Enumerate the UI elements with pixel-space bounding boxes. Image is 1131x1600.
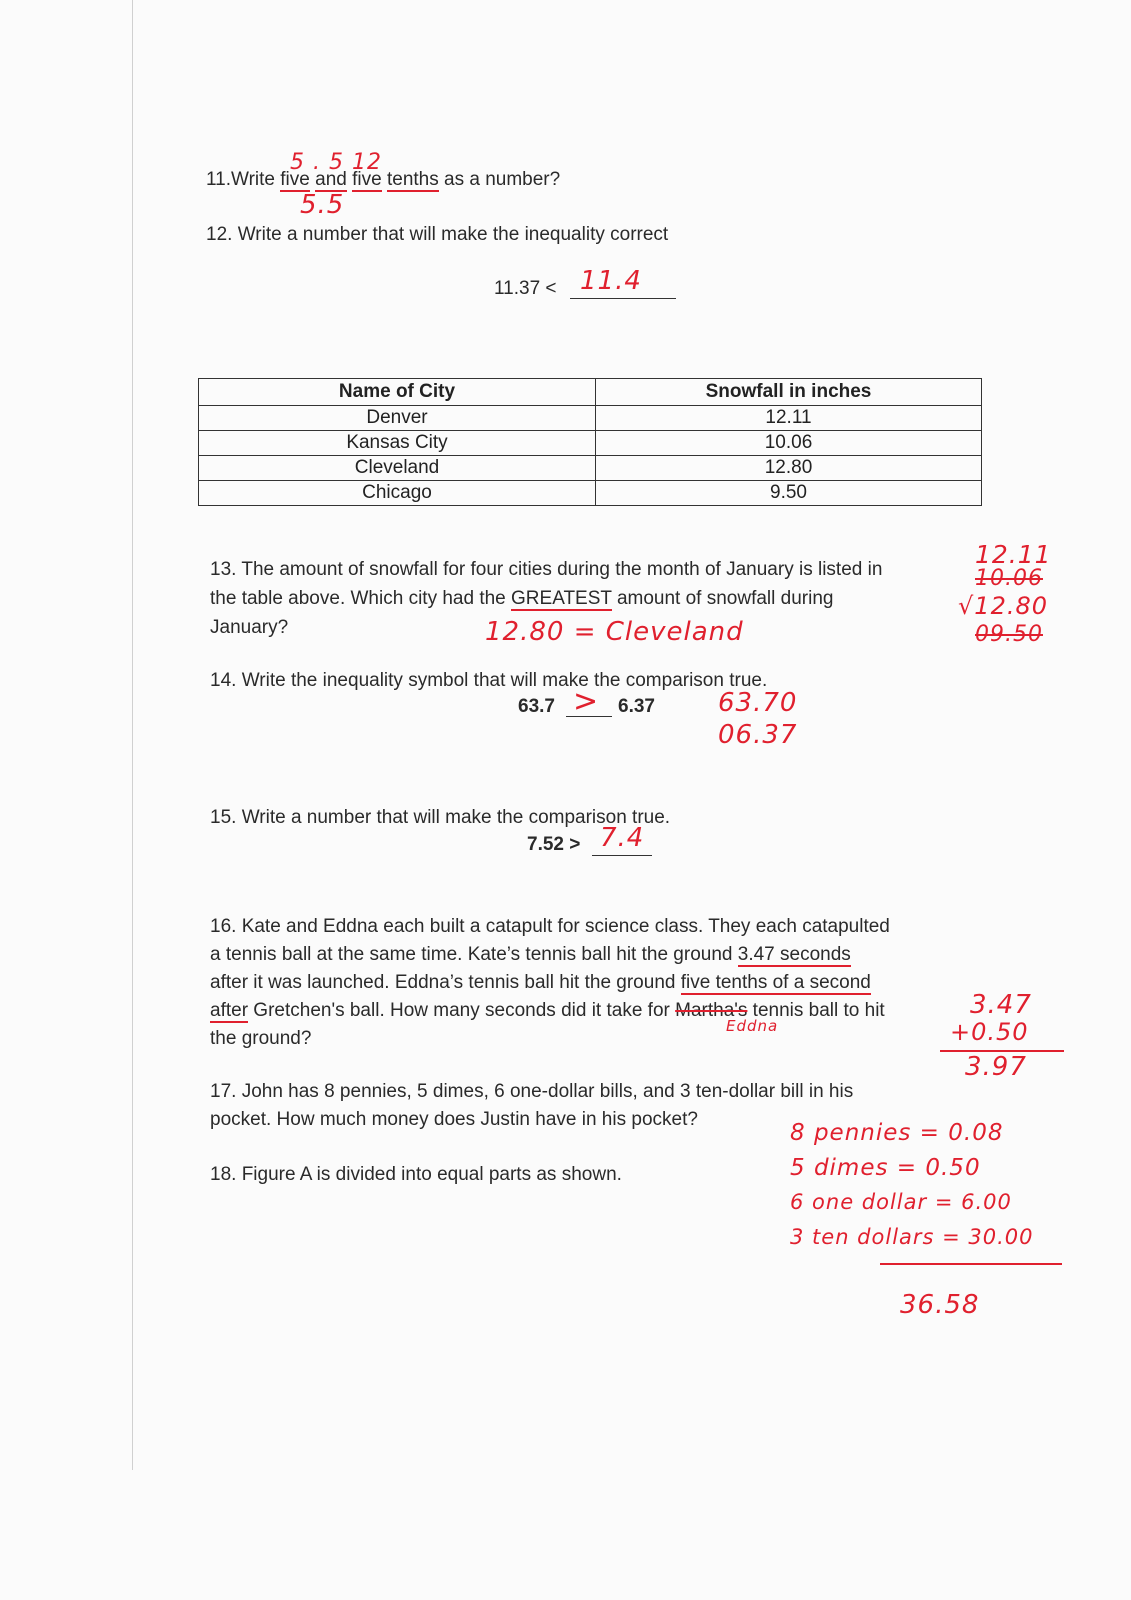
q11-suffix: as a number?: [438, 169, 561, 190]
table-row: [199, 456, 982, 481]
q13-handwritten-answer: 12.80 = Cleveland: [485, 617, 744, 647]
q16-work-1: 3.47: [970, 990, 1032, 1020]
q17-work-4: 3 ten dollars = 30.00: [790, 1225, 1034, 1249]
q17-line-1: 17. John has 8 pennies, 5 dimes, 6 one-dollar bills, and 3 ten-dollar bill in his: [210, 1081, 854, 1102]
q11-handwritten-answer: 5.5: [300, 190, 345, 220]
binder-margin-line: [132, 0, 133, 1470]
q13-work-1: 12.11: [975, 540, 1052, 569]
q11-prefix: 11.Write: [206, 169, 281, 190]
q17-work-2: 5 dimes = 0.50: [790, 1155, 981, 1181]
q17-work-3: 6 one dollar = 6.00: [790, 1190, 1012, 1214]
table-cell-snowfall: 9.50: [596, 481, 982, 506]
q13-work-2: 10.06: [975, 566, 1043, 591]
table-cell-snowfall: 10.06: [596, 431, 982, 456]
q15-expression: 7.52 >: [527, 834, 581, 855]
q16-line-3-start: after it was launched. Eddna’s tennis ball hit the ground: [210, 972, 681, 993]
q11-word-tenths: tenths: [386, 169, 439, 190]
q16-emphasis-five-tenths: five tenths of a second: [680, 972, 871, 993]
q12-answer-blank: [570, 298, 676, 299]
q11-handwritten-top: 5 . 5 12: [290, 150, 382, 175]
q13-line-2: [210, 585, 833, 613]
table-header-city: Name of City: [199, 379, 596, 406]
table-cell-city: Denver: [199, 406, 596, 431]
q17-sum-line: [880, 1263, 1062, 1265]
q17-total: 36.58: [900, 1290, 980, 1320]
q13-work-4: 09.50: [975, 622, 1043, 647]
q11-question: [206, 166, 560, 194]
q13-line-2-end: amount of snowfall during: [611, 588, 834, 609]
table-cell-city: Kansas City: [199, 431, 596, 456]
q13-line-3: January?: [210, 617, 289, 638]
q14-handwritten-answer: >: [573, 684, 600, 719]
q11-word-five: five: [280, 169, 310, 190]
q16-emphasis-after: after: [210, 1000, 249, 1021]
q13-emphasis-greatest: GREATEST: [511, 588, 612, 609]
q14-left-value: 63.7: [518, 696, 555, 717]
q16-line-1: 16. Kate and Eddna each built a catapult for science class. They each catapulted: [210, 916, 890, 937]
q16-line-4-mid: Gretchen's ball. How many seconds did it take for: [248, 1000, 676, 1021]
q14-question: 14. Write the inequality symbol that will make the comparison true.: [210, 670, 768, 691]
q13-line-2-start: the table above. Which city had the: [210, 588, 512, 609]
table-row: [199, 431, 982, 456]
table-cell-city: Cleveland: [199, 456, 596, 481]
q15-handwritten-answer: 7.4: [600, 823, 645, 853]
q16-handwritten-name: Eddna: [726, 1017, 779, 1035]
q16-line-5: the ground?: [210, 1028, 312, 1049]
q17-work-1: 8 pennies = 0.08: [790, 1120, 1004, 1146]
table-row: [199, 406, 982, 431]
table-cell-snowfall: 12.11: [596, 406, 982, 431]
table-header-row: [199, 379, 982, 406]
q12-question: 12. Write a number that will make the inequality correct: [206, 224, 669, 245]
q18-question: 18. Figure A is divided into equal parts as shown.: [210, 1164, 622, 1185]
q11-word-and: and: [315, 169, 347, 190]
q16-work-result: 3.97: [965, 1052, 1027, 1082]
q16-line-4: [210, 997, 885, 1025]
q13-work-3: √12.80: [958, 592, 1048, 620]
q16-work-2: +0.50: [950, 1018, 1029, 1046]
q16-struck-name: Martha's: [675, 1000, 748, 1021]
q15-answer-blank: [592, 855, 652, 856]
table-cell-snowfall: 12.80: [596, 456, 982, 481]
q12-expression: 11.37 <: [494, 278, 557, 299]
q16-emphasis-seconds: 3.47 seconds: [737, 944, 851, 965]
q15-question: 15. Write a number that will make the comparison true.: [210, 807, 671, 828]
q16-line-2-start: a tennis ball at the same time. Kate’s tennis ball hit the ground: [210, 944, 738, 965]
q16-line-4-end: tennis ball to hit: [747, 1000, 885, 1021]
q14-work-1: 63.70: [718, 688, 798, 718]
q16-line-3: [210, 969, 871, 997]
snowfall-table: [198, 378, 982, 506]
table-header-snowfall: Snowfall in inches: [596, 379, 982, 406]
q12-handwritten-answer: 11.4: [580, 266, 642, 296]
q11-word-five-2: five: [352, 169, 382, 190]
q14-right-value: 6.37: [618, 696, 655, 717]
q16-line-2: [210, 941, 851, 969]
table-cell-city: Chicago: [199, 481, 596, 506]
q13-line-1: 13. The amount of snowfall for four cities during the month of January is listed in: [210, 559, 883, 580]
q14-work-2: 06.37: [718, 720, 798, 750]
table-row: [199, 481, 982, 506]
q17-line-2: pocket. How much money does Justin have in his pocket?: [210, 1109, 698, 1130]
